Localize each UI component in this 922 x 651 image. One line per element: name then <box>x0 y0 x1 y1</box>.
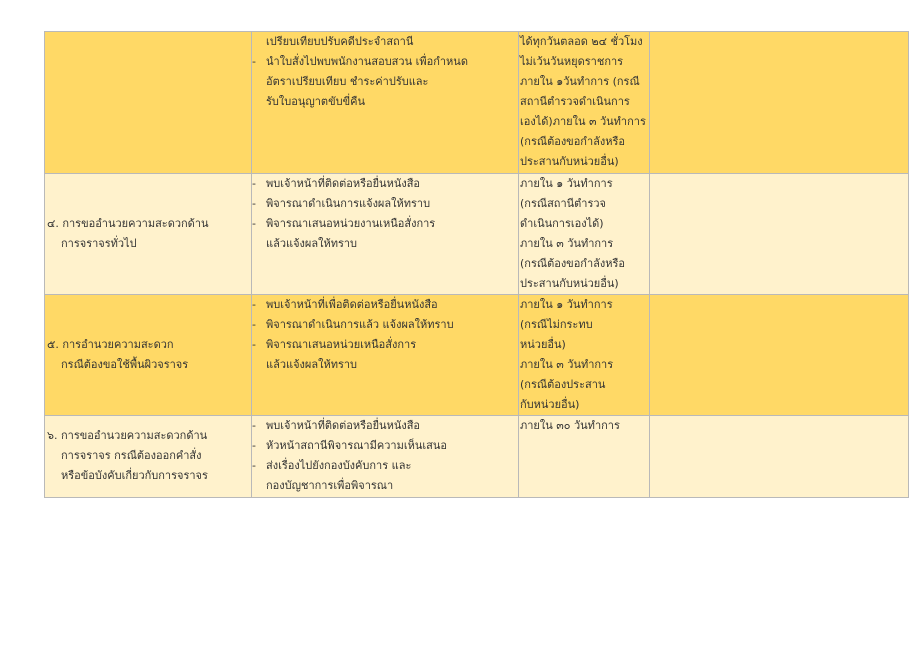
service-time-line: ประสานกับหน่วยอื่น) <box>520 277 619 290</box>
step-line <box>252 92 518 112</box>
service-name-cell <box>45 416 252 498</box>
bullet-dash: - <box>252 439 256 452</box>
table-row <box>45 174 909 295</box>
step-line <box>252 416 518 436</box>
table-row <box>45 295 909 416</box>
step-line <box>252 355 518 375</box>
step-text: พบเจ้าหน้าที่ติดต่อหรือยื่นหนังสือ <box>266 177 421 190</box>
table-row <box>45 32 909 174</box>
bullet-dash: - <box>252 318 256 331</box>
steps-cell <box>252 416 519 498</box>
step-line <box>252 174 518 194</box>
service-name-cell <box>45 295 252 416</box>
remark-cell <box>650 174 909 295</box>
step-line <box>252 456 518 476</box>
service-name-line: ๕. การอำนวยความสะดวก <box>47 338 174 351</box>
service-time-line: ภายใน ๓ วันทำการ <box>520 358 614 371</box>
bullet-dash: - <box>252 419 256 432</box>
step-text: อัตราเปรียบเทียบ ชำระค่าปรับและ <box>266 75 429 88</box>
service-name-line: ๖. การขออำนวยความสะดวกด้าน <box>47 429 208 442</box>
service-name-line: ๔. การขออำนวยความสะดวกด้าน <box>47 217 209 230</box>
step-text: เปรียบเทียบปรับคดีประจำสถานี <box>266 35 414 48</box>
service-time-line: หน่วยอื่น) <box>520 338 566 351</box>
step-text: หัวหน้าสถานีพิจารณามีความเห็นเสนอ <box>266 439 447 452</box>
step-line <box>252 315 518 335</box>
step-text: พิจารณาดำเนินการแจ้งผลให้ทราบ <box>266 197 431 210</box>
bullet-dash: - <box>252 459 256 472</box>
step-line <box>252 436 518 456</box>
step-text: นำใบสั่งไปพบพนักงานสอบสวน เพื่อกำหนด <box>266 55 468 68</box>
service-time-line: ภายใน ๑ วันทำการ <box>520 177 613 190</box>
bullet-dash: - <box>252 217 256 230</box>
step-line <box>252 52 518 72</box>
bullet-dash: - <box>252 298 256 311</box>
step-text: พิจารณาเสนอหน่วยงานเหนือสั่งการ <box>266 217 436 230</box>
bullet-dash: - <box>252 177 256 190</box>
step-line <box>252 335 518 355</box>
bullet-dash: - <box>252 338 256 351</box>
bullet-dash: - <box>252 197 256 210</box>
remark-cell <box>650 32 909 174</box>
service-time-line: (กรณีสถานีตำรวจ <box>520 197 606 210</box>
service-time-cell <box>519 416 650 498</box>
service-time-cell <box>519 174 650 295</box>
service-time-cell <box>519 32 650 174</box>
service-name-line: การจราจรทั่วไป <box>61 237 137 250</box>
remark-cell <box>650 295 909 416</box>
step-line <box>252 295 518 315</box>
service-time-line: ภายใน ๑ วันทำการ <box>520 298 613 311</box>
step-text: พบเจ้าหน้าที่ติดต่อหรือยื่นหนังสือ <box>266 419 421 432</box>
table-row <box>45 416 909 498</box>
step-line <box>252 32 518 52</box>
step-line <box>252 214 518 234</box>
service-time-line: ไม่เว้นวันหยุดราชการ <box>520 55 624 68</box>
steps-cell <box>252 174 519 295</box>
service-time-line: (กรณีต้องขอกำลังหรือ <box>520 135 626 148</box>
service-time-cell <box>519 295 650 416</box>
service-time-line: ดำเนินการเองได้) <box>520 217 604 230</box>
step-text: ส่งเรื่องไปยังกองบังคับการ และ <box>266 459 412 472</box>
service-name-cell <box>45 32 252 174</box>
service-time-line: ได้ทุกวันตลอด ๒๔ ชั่วโมง <box>520 35 643 48</box>
steps-cell <box>252 32 519 174</box>
step-text: พบเจ้าหน้าที่เพื่อติดต่อหรือยื่นหนังสือ <box>266 298 438 311</box>
service-time-line: กับหน่วยอื่น) <box>520 398 580 411</box>
step-line <box>252 476 518 496</box>
service-time-line: (กรณีต้องประสาน <box>520 378 606 391</box>
service-time-line: สถานีตำรวจดำเนินการ <box>520 95 630 108</box>
service-time-line: ภายใน ๓๐ วันทำการ <box>520 419 620 432</box>
step-text: รับใบอนุญาตขับขี่คืน <box>266 95 365 108</box>
service-time-line: ประสานกับหน่วยอื่น) <box>520 155 619 168</box>
step-line <box>252 72 518 92</box>
service-table <box>44 31 909 498</box>
remark-cell <box>650 416 909 498</box>
service-time-line: (กรณีไม่กระทบ <box>520 318 593 331</box>
service-time-line: เองได้)ภายใน ๓ วันทำการ <box>520 115 646 128</box>
step-line <box>252 234 518 254</box>
service-time-line: (กรณีต้องขอกำลังหรือ <box>520 257 626 270</box>
service-name-line: กรณีต้องขอใช้พื้นผิวจราจร <box>61 358 189 371</box>
steps-cell <box>252 295 519 416</box>
bullet-dash: - <box>252 55 256 68</box>
step-text: กองบัญชาการเพื่อพิจารณา <box>266 479 394 492</box>
step-line <box>252 194 518 214</box>
service-name-line: หรือข้อบังคับเกี่ยวกับการจราจร <box>61 469 208 482</box>
service-name-cell <box>45 174 252 295</box>
service-name-line: การจราจร กรณีต้องออกคำสั่ง <box>61 449 202 462</box>
step-text: พิจารณาเสนอหน่วยเหนือสั่งการ <box>266 338 417 351</box>
step-text: พิจารณาดำเนินการแล้ว แจ้งผลให้ทราบ <box>266 318 454 331</box>
step-text: แล้วแจ้งผลให้ทราบ <box>266 358 358 371</box>
step-text: แล้วแจ้งผลให้ทราบ <box>266 237 358 250</box>
service-time-line: ภายใน ๓ วันทำการ <box>520 237 614 250</box>
service-time-line: ภายใน ๑วันทำการ (กรณี <box>520 75 640 88</box>
